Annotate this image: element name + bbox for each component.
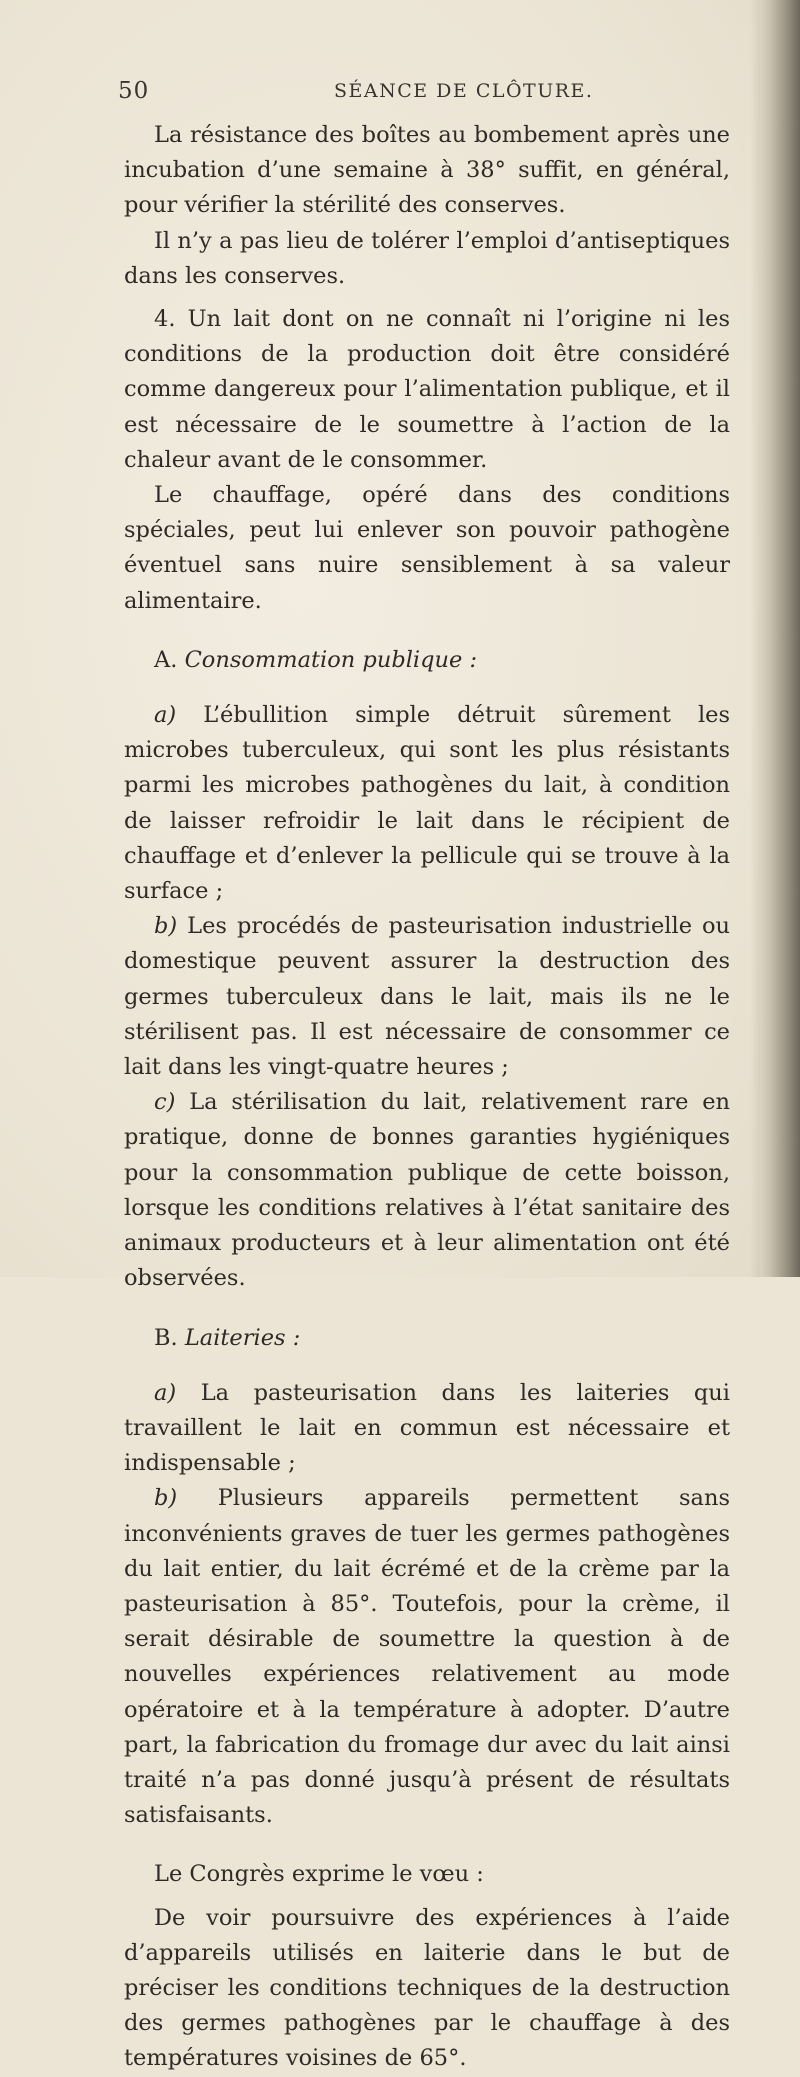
item-text: Les procédés de pasteurisation industrielle ou domestique peuvent assurer la destruction des germes tuberculeux dans le lait, mais ils ne le stérilisent pas. Il est nécessaire de consommer ce lait dans les vingt-quatre heures ; xyxy=(124,913,731,1081)
running-title: SÉANCE DE CLÔTURE. xyxy=(334,80,594,102)
voeu-intro: Le Congrès exprime le vœu : xyxy=(154,1861,484,1888)
item-letter: b) xyxy=(154,1485,178,1512)
body-text xyxy=(124,118,730,2077)
section-b-item-a xyxy=(124,1376,730,1482)
section-a-item-b xyxy=(124,909,730,1085)
item-letter: a) xyxy=(154,702,177,729)
section-a-heading xyxy=(124,643,730,678)
section-a-title: Consommation publique : xyxy=(184,646,478,673)
voeu-text: De voir poursuivre des expériences à l’aide d’appareils utilisés en laiterie dans le but de préciser les conditions techniques de la destruction des germes pathogènes par le chauffage à des températures voisines de 65°. xyxy=(124,1904,730,2072)
item-letter: c) xyxy=(154,1089,176,1116)
paragraph-lait-origine: 4. Un lait dont on ne connaît ni l’origine ni les conditions de la production doit être considéré comme dangereux pour l’alimentation publique, et il est nécessaire de le soumettre à l’action de la chaleur avant de le consommer. xyxy=(124,306,730,473)
item-letter: b) xyxy=(154,913,178,940)
paragraph-antiseptiques: Il n’y a pas lieu de tolérer l’emploi d’antiseptiques dans les conserves. xyxy=(124,227,730,289)
section-b-letter: B. xyxy=(154,1324,178,1351)
section-b-item-b xyxy=(124,1481,730,1833)
section-a-item-a xyxy=(124,698,730,909)
item-text: Plusieurs appareils permettent sans inconvénients graves de tuer les germes pathogènes du lait entier, du lait écrémé et de la crème par la pasteurisation à 85°. Toutefois, pour la crème, il serait désirable de soumettre la question à de nouvelles expériences relativement au mode opératoire et à la température à adopter. D’autre part, la fabrication du fromage dur avec du lait ainsi traité n’a pas donné jusqu’à présent de résultats satisfaisants. xyxy=(124,1485,730,1829)
item-text: L’ébullition simple détruit sûrement les microbes tuberculeux, qui sont les plus résistants parmi les microbes pathogènes du lait, à condition de laisser refroidir le lait dans le récipient de chauffage et d’enlever la pellicule qui se trouve à la surface ; xyxy=(124,702,731,905)
section-a-letter: A. xyxy=(154,646,178,673)
page-header xyxy=(118,78,718,112)
book-gutter-shadow xyxy=(750,0,800,1277)
section-b-title: Laiteries : xyxy=(184,1324,301,1351)
paragraph-boites-bombement: La résistance des boîtes au bombement après une incubation d’une semaine à 38° suffit, en général, pour vérifier la stérilité des conserves. xyxy=(124,122,730,219)
item-text: La stérilisation du lait, relativement rare en pratique, donne de bonnes garanties hygiéniques pour la consommation publique de cette boisson, lorsque les conditions relatives à l’état sanitaire des animaux producteurs et à leur alimentation ont été observées. xyxy=(124,1089,731,1292)
page-number: 50 xyxy=(118,78,150,104)
section-a-item-c xyxy=(124,1085,730,1296)
section-b-heading xyxy=(124,1321,730,1356)
item-letter: a) xyxy=(154,1379,177,1406)
item-text: La pasteurisation dans les laiteries qui travaillent le lait en commun est nécessaire et indispensable ; xyxy=(124,1379,730,1477)
paragraph-chauffage: Le chauffage, opéré dans des conditions spéciales, peut lui enlever son pouvoir pathogène éventuel sans nuire sensiblement à sa valeur alimentaire. xyxy=(124,482,730,614)
